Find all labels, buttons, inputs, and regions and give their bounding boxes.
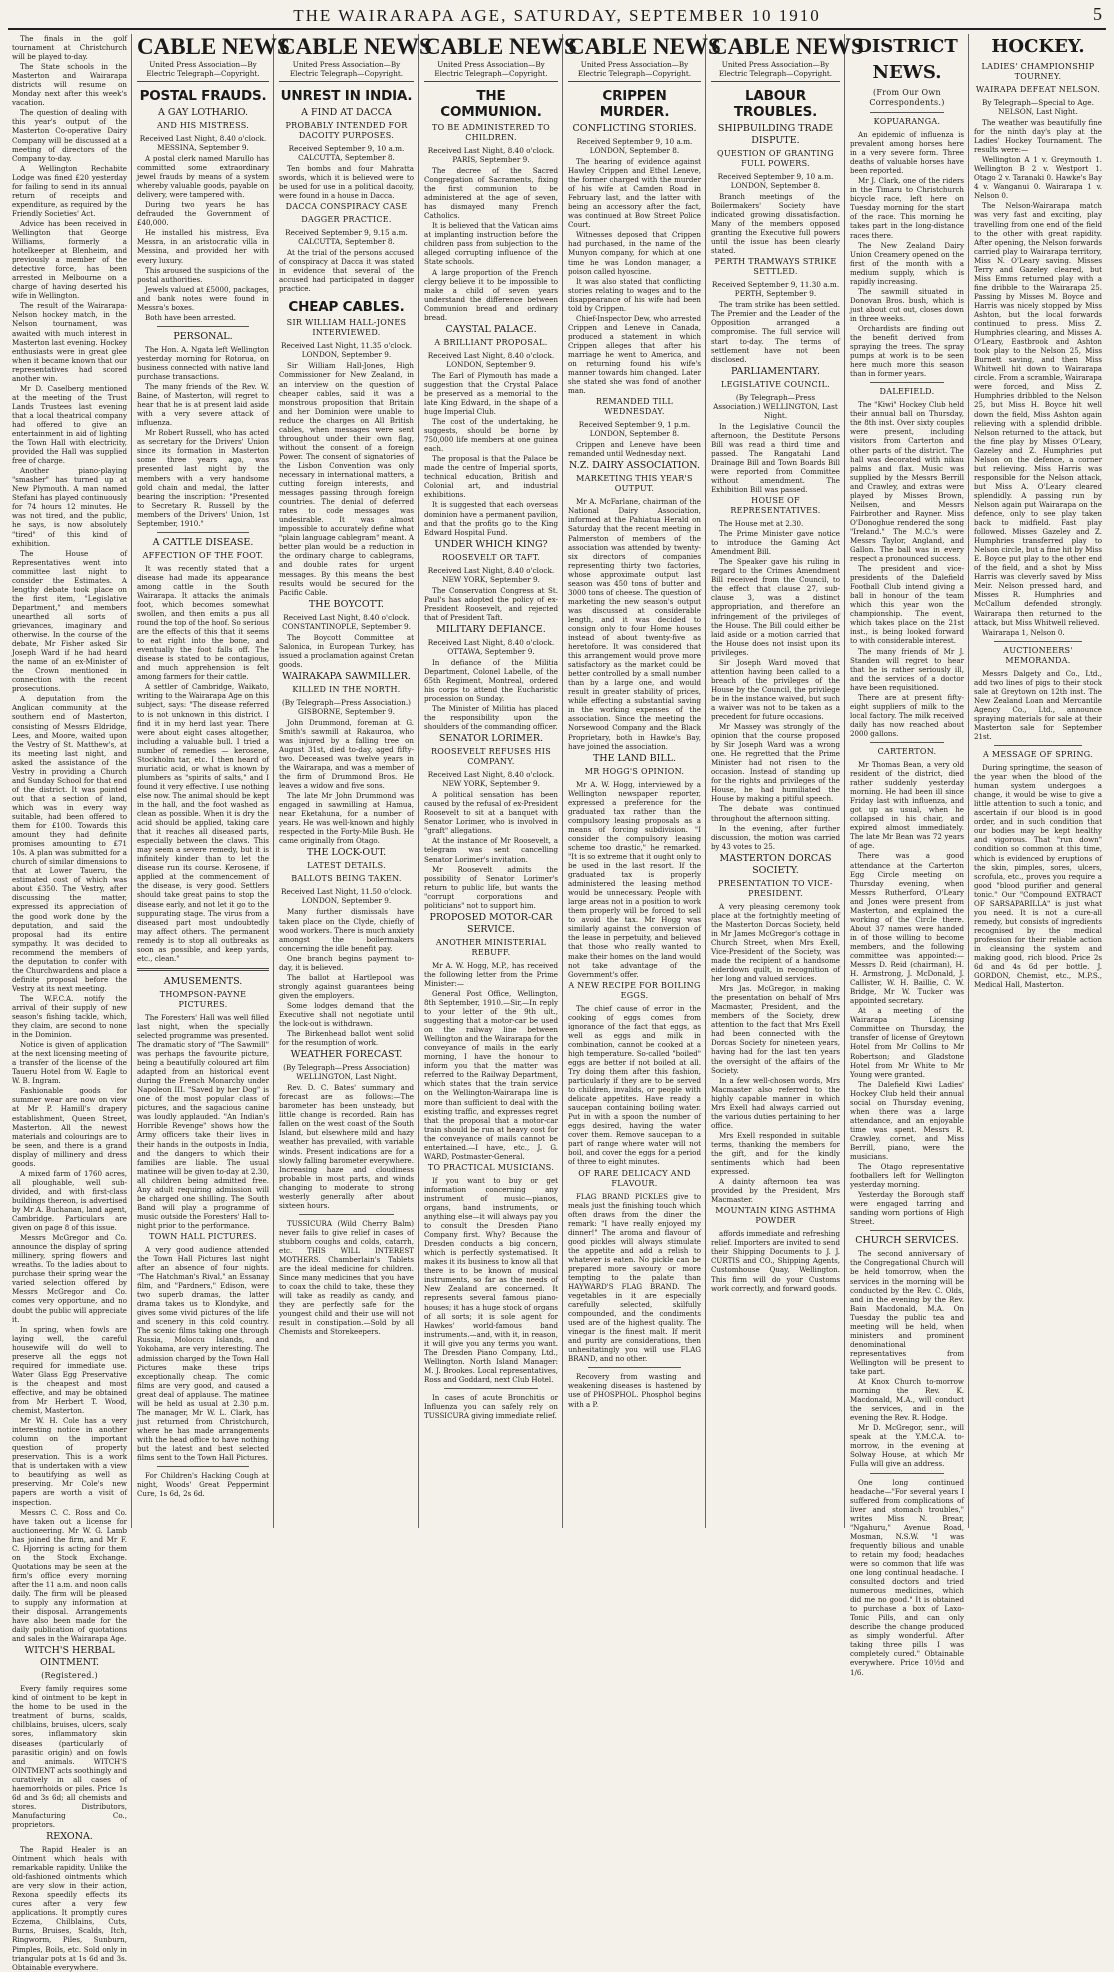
paragraph: The many friends of the Rev. W. Baine, of Masterton, will regret to hear that he is at present laid aside with a very severe attack of influenza. xyxy=(137,382,269,428)
paragraph: In spring, when fowls are laying well, the careful housewife will do well to preserve all the eggs not required for immediate use. Water Glass Egg Preservative is the cheapest and most effective, and may be obtained from Mr Herbert T. Wood, chemist, Masterton. xyxy=(12,1324,127,1416)
paragraph: One branch begins payment to-day, it is believed. xyxy=(279,953,414,972)
lorimer-heading: SENATOR LORIMER. xyxy=(438,733,544,745)
dacoity-sub: PROBABLY INTENDED FOR DACOITY PURPOSES. xyxy=(285,121,408,140)
paragraph: Mr W. H. Cole has a very interesting notice in another column on the important question of property preservation. This is a work that is undertaken with a view to beautifying as well as preserving. Mr Cole's new papers are worth a visit of inspection. xyxy=(12,1416,127,1507)
paragraph: Orchardists are finding out the benefit derived from spraying the trees. The spray pumps at work is to be seen here much more this season than in former years. xyxy=(850,323,964,379)
dateline: Received September 9, 10 a.m. LONDON, September 8. xyxy=(576,137,693,155)
land-bill-body: Mr A. W. Hogg, interviewed by a Wellington newspaper reporter, expressed a preference for the graduated tax rather than the compulsory leasing proposals as a means of forcing subdivision. "I consider the compulsory leasing scheme too drastic," he remarked. "It is so extreme that it ought only to be used in the last resort. If the graduated tax is properly administered the leasing method would be unnecessary. People with large areas not in a position to work them properly will be forced to sell to avoid the tax. Mr Hogg was similarly against the conversion of the lease in perpetuity, and believed that those who really wanted to make their homes on the land would not take advantage of the Government's offer. xyxy=(568,779,701,979)
cable-news-heading: CABLE NEWS xyxy=(279,34,432,59)
paragraph: The many friends of Mr J. Standen will regret to hear that he is rather seriously ill, and the services of a doctor have been requisitioned. xyxy=(850,646,964,692)
labour-troubles-heading: LABOUR TROUBLES. xyxy=(733,88,818,120)
dateline: Received September 9, 10 a.m. LONDON, September 8. xyxy=(717,172,834,190)
paragraph: The "Kiwi" Hockey Club held their annual ball on Thursday, the 8th inst. Over sixty couples were present, including visitors from Carterton and other parts of the district. The hall was decorated with nikau palms and flax. Music was supplied by the Messrs Berrill and Crawley, and extras were played by Misses Brown, Neilsen, and Messrs Fairbrother and Rayner. Miss O'Donoghue rendered the song "Ireland." The M.C.'s were Messrs Taylor, Angland, and Gallon. The ball was in every respect a pronounced success. xyxy=(850,400,964,564)
paragraph: Fashionable goods for summer wear are now on view at Mr P. Hamill's drapery establishment, Queen Street, Masterton. All the newest materials and colourings are to be seen, and there is a grand display of millinery and dress goods. xyxy=(12,1086,127,1168)
paragraph: A postal clerk named Marullo has committed some extraordinary jewel frauds by means of a system whereby valuable goods, payable on delivery, were tampered with. xyxy=(137,154,269,200)
paragraph: The Earl of Plymouth has made a suggestion that the Crystal Palace be preserved as a memorial to the late King Edward, in the shape of a huge Imperial Club. xyxy=(424,370,558,416)
crystal-palace-body xyxy=(424,371,558,537)
musicians-heading: TO PRACTICAL MUSICIANS. xyxy=(427,1162,555,1172)
which-king-body: The Conservation Congress at St. Paul's has adopted the policy of ex-President Roosevelt, and rejected that of President Taft. xyxy=(424,585,558,622)
cheap-cables-sub: SIR WILLIAM HALL-JONES INTERVIEWED. xyxy=(286,318,407,338)
paragraph: John Drummond, foreman at G. Smith's sawmill at Rakauroa, who was injured by a falling tree on August 31st, died to-day, aged fifty-two. Deceased was twelve years in the Wairarapa, and was a member of the firm of Drummond Bros. He leaves a widow and five sons. xyxy=(279,717,414,791)
house-representatives-body xyxy=(711,519,840,851)
paragraph: Mr Roosevelt admits the possibility of Senator Lorimer's return to public life, but wants the "corrupt corporations and politicians" not to support him. xyxy=(424,864,558,910)
dagger-sub: DAGGER PRACTICE. xyxy=(301,215,392,225)
page-number: 5 xyxy=(1093,4,1102,24)
remanded-body: Crippen and Leneve have been remanded until Wednesday next. xyxy=(568,440,701,459)
paragraph: It is suggested that each overseas dominion have a permanent pavilion, and that the profits go to the King Edward Hospital Fund. xyxy=(424,500,558,537)
paragraph: The debate was continued throughout the afternoon sitting. xyxy=(711,804,840,823)
kopuaranga-heading: KOPUARANGA. xyxy=(873,117,941,126)
paragraph: The sawmill situated in Donovan Bros. bush, which is just about cut out, closes down in three weeks. xyxy=(850,286,964,323)
hockey-body xyxy=(974,118,1102,637)
dateline: Received Last Night, 8.40 o'clock. LONDON, September 9. xyxy=(427,350,555,369)
paragraph: The second anniversary of the Congregational Church will be held tomorrow, when the services in the morning will be conducted by the Rev. C. Olds, and in the evening by the Rev. Bain Macdonald, M.A. On Tuesday the public tea and meeting will be held, when ministers and prominent denominational representatives from Wellington will be present to take part. xyxy=(850,1249,964,1376)
perth-tramways-body: The tram strike has been settled. The Premier and the Leader of the Opposition arranged a compromise. The full service will start to-day. The terms of settlement have not been disclosed. xyxy=(711,300,840,364)
paragraph: Chief-Inspector Dew, who arrested Crippen and Leneve in Canada, produced a statement in which Crippen alleges that after his marriage he went to America, and on returning found his wife's manner towards him changed. Later she stated she was fond of another man. xyxy=(568,313,701,396)
dagger-body: At the trial of the persons accused of conspiracy at Dacca it was stated in evidence that several of the accused had participated in dagger practice. xyxy=(279,248,414,294)
hockey-sub2: WAIRAPA DEFEAT NELSON. xyxy=(975,85,1101,94)
paragraph: The president and vice-presidents of the Dalefield Football Club intend giving a ball in honour of the team which this year won the championship. The event, which takes place on the 21st inst., is being looked forward to with considerable interest. xyxy=(850,564,964,646)
paragraph: The Nelson-Wairarapa match was very fast and exciting, play travelling from one end of the field to the other with great rapidity. After opening, the Nelson forwards carried play to Wairarapa territory, Miss N. O'Leary saving. Misses Terry and Gazeley cleared, but Miss Emms returned play with a fine dribble to the Wairarapa 25. Passing by Misses M. Boyce and Harris was nicely stopped by Miss Ashton, but the local forwards continued to press. Miss Z. Humphries clearing, and Misses A. O'Leary, Eastbrook and Ashton took play to the Nelson 25, Miss Burnett saving, and then Miss Whitwell hit down to Wairarapa circle. From a scramble, Wairarapa were forced, and Miss Z. Humphries dribbled to the Nelson 25, but Miss H. Boyce hit well down the field, Miss Ashton again relieving with a splendid dribble. Nelson returned to the attack, but the fine play by Misses O'Leary, Gazeley and Z. Humphries put Nelson on the defence, a corner but relieving. Miss Harris was responsible for the Nelson attack, but Miss A. O'Leary cleared splendidly. A passing run by Nelson again put Wairarapa on the defence, only to see play taken back to midfield. Fast play followed. Misses Gazeley and Z. Humphries transferred play to Nelson circle, but a fine hit by Miss E. Boyce put play to the other end of the field, and a shot by Miss Harris was cleverly saved by Miss Meir. Nelson pressed hard, and Misses R. Humphries and McCallum defended strongly. Wairarapa then returned to the attack, but Miss Whitwell relieved. xyxy=(974,201,1103,627)
paragraph: Mr Robert Russell, who has acted as secretary for the Drivers' Union since its formation in Masterton some three years ago, was presented last night by the members with a very handsome gold chain and medal, the latter bearing the inscription: "Presented to Secretary R. Russell by the members of the Drivers' Union, 1st September, 1910." xyxy=(137,428,269,528)
personal-body xyxy=(137,345,269,528)
paragraph: There was a good attendance at the Carterton Egg Circle meeting on Thursday evening, when Messrs Rutherford, O'Leary and Jones were present from Masterton, and explained the working of the Circle there. About 37 names were handed in of those willing to become members, and the following committee was appointed:—Messrs D. Reid (chairman), H. H. Armstrong, J. McDonald, J. Callister, W. H. Baillie, C. W. Bridge, Mr W. Tucker was appointed secretary. xyxy=(850,851,964,1006)
dacca-sub: A FIND AT DACCA xyxy=(301,107,392,118)
paragraph: The weather was beautifully fine for the ninth day's play at the Ladies' Hockey Tournament. The results were:— xyxy=(974,118,1102,155)
paragraph: The finals in the golf tournament at Christchurch will be played to-day. xyxy=(12,34,127,62)
paragraph: A deputation from the Anglican community at the southern end of Masterton, consisting of Messrs Eldridge, Lees, and Moore, waited upon the Vestry of St. Matthew's, at its meeting last night, and asked the assistance of the Vestry in providing a Church and Sunday School for that end of the district. It was pointed out that a section of land, which was in every way suitable, had been offered to them for £100. Towards this amount they had definite promises amounting to £71 10s. A plan was submitted for a church of similar dimensions to that at Lower Taueru, the estimated cost of which was about £350. The Vestry, after discussing the matter, expressed its appreciation of the good work done by the deputation, and said the proposal had its entire sympathy. It was decided to recommend the members of the deputation to confer with the Churchwardens and place a definite proposal before the Vestry at its next meeting. xyxy=(12,694,127,993)
cable-news-heading: CABLE NEWS xyxy=(424,34,577,59)
military-body xyxy=(424,658,558,731)
column-hockey xyxy=(970,34,1106,1528)
dateline: (By Telegraph—Press Association) WELLINGTON, Last Night. xyxy=(283,1063,410,1082)
crystal-palace-heading: CAYSTAL PALACE. xyxy=(445,323,537,335)
dateline: By Telegraph—Special to Age. NELSON, Last Night. xyxy=(982,98,1094,116)
spring-message-heading: A MESSAGE OF SPRING. xyxy=(982,750,1094,760)
column-district-news xyxy=(846,34,969,1677)
dorcas-society-heading: MASTERTON DORCAS SOCIETY. xyxy=(719,852,832,876)
paragraph: Mr Thomas Bean, a very old resident of the district, died rather suddenly yesterday morning. He had been ill since Friday last with influenza, and got up as usual, when he collapsed in his chair, and expired almost immediately. The late Mr Bean was 72 years of age. xyxy=(850,760,964,851)
military-heading: MILITARY DEFIANCE. xyxy=(436,623,546,635)
communion-body xyxy=(424,166,558,322)
dateline: Received September 9, 11.30 a.m. PERTH, September 9. xyxy=(711,280,840,299)
paragraph: The hearing of evidence against Hawley Crippen and Ethel Leneve, the former charged with the murder of his wife at Camden Road in February last, and the latter with being an accessory after the fact, was continued at Bow Street Police Court. xyxy=(568,157,701,230)
crippen-sub: CONFLICTING STORIES. xyxy=(572,123,697,134)
paragraph: A mixed farm of 1760 acres, all ploughable, well sub-divided, and with first-class buildings thereon, is advertised by Mr A. Buchanan, land agent, Cambridge. Particulars are given on page 8 of this issue. xyxy=(12,1168,127,1233)
perth-tramways-heading: PERTH TRAMWAYS STRIKE SETTLED. xyxy=(714,257,837,277)
paragraph: Jewels valued at £5000, packages, and bank notes were found in Messra's boxes. xyxy=(137,284,269,312)
paragraph: Another piano-playing "smasher" has turned up at New Plymouth. A man named Stefani has played continuously for 74 hours 12 minutes. He was not tired, and the public, he says, is now absolutely "tired" of this kind of exhibition. xyxy=(12,466,127,548)
motor-car-heading: PROPOSED MOTOR-CAR SERVICE. xyxy=(429,911,553,935)
which-king-sub: ROOSEVELT OR TAFT. xyxy=(441,552,541,562)
mountain-king-heading: MOUNTAIN KING ASTHMA POWDER xyxy=(715,1206,836,1226)
dateline: Received September 9, 10 a.m. CALCUTTA, September 8. xyxy=(288,144,405,162)
byline: United Press Association—By Electric Telegraph—Copyright. xyxy=(137,60,269,82)
dacca-conspiracy-sub: DACCA CONSPIRACY CASE xyxy=(285,202,408,212)
house-representatives-sub: HOUSE OF REPRESENTATIVES. xyxy=(730,496,821,516)
delicacy-heading: OF RARE DELICACY AND FLAVOUR. xyxy=(578,1168,691,1188)
paragraph: Mr Massey was strongly of the opinion that the course proposed by Sir Joseph Ward was a wrong one. He regretted that the Prime Minister had not risen to the occasion. Instead of standing up for the rights and privileges of the House, he had humiliated the House by making a pitiful speech. xyxy=(711,722,840,804)
dateline: (By Telegraph—Press Association.) WELLINGTON, Last Night. xyxy=(713,392,838,420)
motor-car-body xyxy=(424,961,558,1161)
church-services-heading: CHURCH SERVICES. xyxy=(855,1235,959,1247)
sawmiller-heading: WAIRAKAPA SAWMILLER. xyxy=(282,670,411,682)
hockey-heading: HOCKEY. xyxy=(991,36,1085,57)
paragraph: At the instance of Mr Roosevelt, a telegram was sent cancelling Senator Lorimer's invitation. xyxy=(424,836,558,864)
lorimer-sub: ROOSEVELT REFUSES HIS COMPANY. xyxy=(430,747,552,767)
tussicura-ad: TUSSICURA (Wild Cherry Balm) never fails to give relief in cases of stubborn coughs and colds, catarrh, etc. THIS WILL INTEREST MOTHERS. Chamberlain's Tablets are the ideal medicine for children. Since many medicines that you have to coax the child to take, these they will take as readily as candy, and they are perfectly safe for the youngest child and their use will not result in constipation.—Sold by all Chemists and Storekeepers. xyxy=(279,1218,414,1337)
auctioneers-body: Messrs Dalgety and Co., Ltd., add two lines of pigs to their stock sale at Greytown on 12th inst. The New Zealand Loan and Mercantile Agency Co., Ltd., announce spraying materials for sale at their Masterton sale for September 21st. xyxy=(974,668,1102,741)
byline: United Press Association—By Electric Telegraph—Copyright. xyxy=(568,60,701,82)
paragraph: Messrs C. C. Ross and Co. have taken out a license for auctioneering. Mr W. G. Lamb has joined the firm, and Mr F. C. Hjorring is acting for them on the Stock Exchange. Quotations may be seen at the firm's office every morning after the 11 a.m. and noon calls daily. The firm will be pleased to supply any information at their disposal. Arrangements have also been made for the daily publication of quotations and sales in the Wairarapa Age. xyxy=(12,1507,127,1644)
postal-frauds-sub: A GAY LOTHARIO. xyxy=(158,107,248,118)
paragraph: It was also stated that conflicting stories relating to wages and to the disappearance of his wife had been told by Crippen. xyxy=(568,276,701,313)
dateline: (By Telegraph—Press Association.) GISBORNE, September 9. xyxy=(281,697,412,716)
paragraph: At Knox Church to-morrow morning the Rev. K. Macdonald, M.A., will conduct the services, and in the evening the Rev. R. Hodge. xyxy=(850,1377,964,1423)
amusements-heading: AMUSEMENTS. xyxy=(163,975,243,987)
column-cable-news-3 xyxy=(420,34,577,1528)
postal-frauds-sub2: AND HIS MISTRESS. xyxy=(156,121,250,130)
paragraph: The House met at 2.30. xyxy=(719,519,804,529)
byline: United Press Association—By Electric Telegraph—Copyright. xyxy=(424,60,558,82)
cattle-disease-heading: A CATTLE DISEASE. xyxy=(152,536,254,548)
communion-heading: THE COMMUNION. xyxy=(440,88,542,120)
motor-car-sub: ANOTHER MINISTERIAL REBUFF. xyxy=(435,937,547,957)
remanded-heading: REMANDED TILL WEDNESDAY. xyxy=(595,397,674,417)
paragraph: The Minister of Militia has placed the responsibility upon the shoulders of the commanding officer. xyxy=(424,704,558,732)
sawmiller-body xyxy=(279,718,414,846)
carterton-body xyxy=(850,760,964,1226)
dateline: Received Last Night, 11.50 o'clock. LONDON, September 9. xyxy=(280,887,413,906)
paragraph: The proposal is that the Palace be made the centre of Imperial sports, technical education, British and Colonial art, and industrial exhibitions. xyxy=(424,454,558,500)
column-cable-news-4 xyxy=(564,34,721,1528)
paragraph: He installed his mistress, Eva Messra, in an aristocratic villa in Messina, and provided her with every luxury. xyxy=(137,228,269,265)
labour-troubles-sub: SHIPBUILDING TRADE DISPUTE. xyxy=(717,123,834,146)
paragraph: Witnesses deposed that Crippen had purchased, in the name of the Munyon company, for which at one time he was London manager, a poison called hyoscine. xyxy=(568,230,701,276)
dairy-body: Mr A. McFarlane, chairman of the National Dairy Association, informed at the Pahiatua Herald on Saturday that the recent meeting in Palmerston of members of the association was attended by twenty-six directors of companies representing thirty two factories, whose approximate output last season was 450 tons of butter and 3000 tons of cheese. The question of marketing the new season's output was discussed at considerable length, and it was decided to consign only to four Home houses instead of about twenty-five as heretofore. It was considered that this arrangement would prove more satisfactory as the market could be better controlled by a small number than by a large one, and would result in greater stability of prices, while effecting a substantial saving in the working expenses of the association. Since the meeting the Norsewood Company and the Black Proprietary, both in Hawke's Bay, have joined the association. xyxy=(568,497,701,751)
column-cable-news-2 xyxy=(275,34,432,1528)
paragraph: Notice is given of application at the next licensing meeting of a transfer of the license of the Taueru Hotel from W. Eagle to W. B. Ingram. xyxy=(12,1040,127,1086)
rexona-heading: REXONA. xyxy=(46,1831,93,1842)
auctioneers-heading: AUCTIONEERS' MEMORANDA. xyxy=(1003,645,1073,665)
communion-sub: TO BE ADMINISTERED TO CHILDREN. xyxy=(431,123,551,142)
paragraph: In the evening, after further discussion, the motion was carried by 43 votes to 25. xyxy=(711,823,840,851)
paragraph: An epidemic of influenza is prevalent among horses here in a very severe form. Three deaths of valuable horses have been reported. xyxy=(850,130,964,176)
paragraph: Wairarapa 1, Nelson 0. xyxy=(982,627,1065,637)
crippen-heading: CRIPPEN MURDER. xyxy=(599,88,670,120)
cattle-disease-body xyxy=(137,564,269,963)
paragraph: A settler of Cambridge, Waikato, writing to the Wairarapa Age on this subject, says: "The disease referred to is not unknown in this district. I find it in my herd last year. There were about eight cases altogether, including a valuable bull. I tried a number of remedies — kerosene, Stockholm tar, etc. I then heard of muriatic acid, or what is known by plumbers as "spirits of salts," and I found it very effective. I use nothing else now. The animal should be kept in the hall, and the foot washed as clean as possible. When it is dry the acid should be applied, taking care that it reaches all diseased parts, especially between the claws. This may seem a severe remedy, but it is infinitely kinder than to let the disease run its course. Kerosene, if applied at the commencement of the disease, is very good. Settlers should take great pains to stop the disease early, and not let it go to the suppurating stage. The virus from a diseased part most undoubtedly may affect others. The permanent remedy is to stop all outbreaks as soon as possible, and keep yards, etc., clean." xyxy=(137,682,269,963)
masthead-title: THE WAIRARAPA AGE, SATURDAY, SEPTEMBER 10 1910 xyxy=(293,6,821,25)
hockey-sub: LADIES' CHAMPIONSHIP TOURNEY. xyxy=(981,62,1095,81)
dorcas-society-body xyxy=(711,902,840,1205)
dateline: Received September 9, 9.15 a.m. CALCUTTA, September 8. xyxy=(285,228,408,247)
phosphol-ad: Recovery from wasting and weakening diseases is hastened by use of PHOSPHOL. Phosphol begins with a P. xyxy=(568,1372,701,1409)
paragraph: Messrs McGregor and Co. announce the display of spring millinery, spring flowers and wreaths. To the ladies about to purchase their spring wear the varied selection offered by Messrs McGregor and Co. comes very opportune, and no doubt the public will appreciate it. xyxy=(12,1233,127,1324)
paragraph: The ballot at Hartlepool was strongly against guarantees being given the employers. xyxy=(279,972,414,1000)
paragraph: The W.F.C.A. notify the arrival of their supply of new season's fishing tackle, which, they claim, are second to none in the Dominion. xyxy=(12,993,127,1040)
cheap-cables-body xyxy=(279,361,414,596)
cattle-disease-sub: AFFECTION OF THE FOOT. xyxy=(142,550,264,560)
dorcas-society-sub: PRESENTATION TO VICE-PRESIDENT. xyxy=(718,878,833,898)
lockout-heading: THE LOCK-OUT. xyxy=(306,847,387,859)
witch-ointment-heading: WITCH'S HERBAL OINTMENT. xyxy=(24,1645,115,1669)
paragraph: It was recently stated that a disease had made its appearance among cattle in the South Wairarapa. It attacks the animals foot, which becomes somewhat swollen, and then emits a pus all round the top of the hoof. So serious are the effects of this that it seems to eat right into the bone, and eventually the foot falls off. The disease is stated to be contagious, and much apprehension is felt among farmers for their cattle. xyxy=(137,563,269,682)
column-cable-news-1 xyxy=(133,34,290,1528)
local-notes xyxy=(12,34,127,1643)
dateline: Received Last Night, 8.40 o'clock. OTTAWA, September 9. xyxy=(427,637,555,656)
labour-troubles-sub2: QUESTION OF GRANTING FULL POWERS. xyxy=(717,149,834,168)
lockout-sub: LATEST DETAILS. xyxy=(307,861,386,871)
paragraph: Mr D. Caselberg mentioned at the meeting of the Trust Lands Trustees last evening that a local theatrical company had offered to give an entertainment in aid of lighting the Town Hall with electricity, provided the Hall was supplied free of charge. xyxy=(12,383,127,466)
paragraph: The cost of the undertaking, he suggests, should be borne by 750,000 life members at one guinea each. xyxy=(424,417,558,454)
india-body: Ten bombs and four Mahratta swords, which it is believed were to be used for use in a political dacoity, were found in a house in Dacca. xyxy=(279,164,414,201)
parliamentary-heading: PARLIAMENTARY. xyxy=(730,365,821,377)
dateline: Received Last Night, 11.35 o'clock. LONDON, September 9. xyxy=(280,341,413,360)
paragraph: Mr A. W. Hogg, M.P., has received the following letter from the Prime Minister:— xyxy=(424,960,558,988)
paragraph: The State schools in the Masterton and Wairarapa districts will resume on Monday next after this week's vacation. xyxy=(12,62,127,108)
paragraph: Yesterday the Borough staff were engaged tarring and sanding worn portions of High Street. xyxy=(850,1190,964,1227)
paragraph: The Prime Minister gave notice to introduce the Gaming Act Amendment Bill. xyxy=(711,529,840,557)
cheap-cables-heading: CHEAP CABLES. xyxy=(288,299,405,316)
paragraph: Sir William Hall-Jones, High Commissioner for New Zealand, in an interview on the question of cheaper cables, said it was a monstrous proposition that Britain and her Dominion were unable to reduce the charges on All British cables, when messages were sent throughout under their own flag, without the consent of a foreign Power. The consent of signatories of the Lisbon Convention was only necessary in international matters, a cutting foreign interests, and messages passing through foreign countries. The denial of deferred rates to code messages was undesirable. It was almost impossible to accurately define what "plain language cablegram" meant. A better plan would be a reduction in the ordinary charge to cablegrams, and double rates for urgent messages. By this means the best results would be secured for the Pacific Cable. xyxy=(279,361,414,597)
land-bill-sub: MR HOGG'S OPINION. xyxy=(584,766,685,776)
musicians-body: If you want to buy or get information concerning any instrument of music—pianos, organs, band instruments, or anything else—it will always pay you to consult the Dresden Piano Company first. Why? Because the Dresden conducts a big concern, which is perfectly systematised. It makes it its business to know all that there is to be known of musical instruments, so far as the needs of New Zealand are concerned. It represents several famous piano-houses; it has a huge stock of organs of all sorts; it is sole agent for Hawkes' world-famous band instruments.—and, with it, in reason, it will give you any terms you want. The Dresden Piano Company, Ltd., Wellington. North Island Manager: M. J. Brookes. Local representatives, Ross and Goddard, next Club Hotel. xyxy=(424,1175,558,1384)
witch-ointment-sub: (Registered.) xyxy=(41,1671,98,1681)
headache-ad: One long continued headache—"For several years I suffered from complications of liver and stomach troubles," writes Miss N. Brear, "Ngahuru," Avenue Road, Mosman, N.S.W. "I was frequently bilious and unable to retain my food; headaches were so common that life was one long continual headache. I consulted doctors and tried numerous medicines, which did me no good." It is obtained to purchase a box of Laxo-Tonic Pills, and can only describe the change produced as simply wonderful. After taking three pills I was completely cured." Obtainable everywhere. Price 10½d and 1/6. xyxy=(850,1477,964,1677)
paragraph: Mr D. McGregor, senr., will speak at the Y.M.C.A. to-morrow, in the evening at Solway House, at which Mr Fulla will give an address. xyxy=(850,1423,964,1469)
paragraph: General Post Office, Wellington, 8th September, 1910.—Sir,—In reply to your letter of the 9th ult., suggesting that a motor-car be used on the railway line between Wellington and the Wairarapa for the conveyance of mails in the early morning, I have the honour to inform you that the matter was referred to the Railway Department, which states that the train service on the Wellington-Wairarapa line is more than sufficient to deal with the existing traffic, and expresses regret that the proposal that a motor-car train should be run at heavy cost for the conveyance of mails cannot be entertained.—I have, etc., J. G. WARD, Postmaster-General. xyxy=(424,988,558,1161)
paragraph: Wellington A 1 v. Greymouth 1. Wellington B 2 v. Westport 1. Otago 2 v. Taranaki 0. Hawke's Bay 4 v. Wanganui 0. Wairarapa 1 v. Nelson 0. xyxy=(974,155,1102,201)
labour-troubles-body: Branch meetings of the Boilermakers' Society have indicated growing dissatisfaction. Many of the members opposed granting the Executive full powers until the issue has been clearly stated. xyxy=(711,192,840,256)
land-bill-heading: THE LAND BILL. xyxy=(592,752,677,764)
paragraph: The Birkenhead ballot went solid for the resumption of work. xyxy=(279,1029,414,1048)
rexona-text: The Rapid Healer is an Ointment which heals with remarkable rapidity. Unlike the old-fashioned ointments which are very slow in their action, Rexona speedily effects its cures after a very few applications. It promptly cures Eczema, Chilblains, Cuts, Burns, Bruises, Scalds, Itch, Ringworm, Piles, Sunburn, Pimples, Boils, etc. Sold only in triangular pots at 1s 6d and 3s. Obtainable everywhere. xyxy=(12,1845,127,1972)
lockout-sub2: BALLOTS BEING TAKEN. xyxy=(291,874,402,884)
paragraph: In defiance of the Militia Department, Colonel Labelle, of the 65th Regiment, Montreal, ordered his corps to attend the Eucharistic procession on Sunday. xyxy=(424,657,558,704)
town-hall-body: A very good audience attended the Town Hall Pictures last night after an absence of four nights. "The Hatchman's Rival," an Essanay film, and "Pardners," Edison, were two superb dramas, the latter drama takes us to Klondyke, and gives some vivid pictures of the life and scenery in this cold country. The scenic films taking one through Russia, Moloccu Islands, and Yokohama, are very interesting. The admission charged by the Town Hall Pictures make these trips exceptionally cheap. The comic films are very good, and caused a great deal of applause. The matinee will be held as usual at 2.30 p.m. The manager, Mr W. L. Clark, has just returned from Christchurch, where he has made arrangements with the head office to have nothing but the latest and best selected films sent to the Town Hall Pictures. xyxy=(137,1244,269,1463)
legislative-council-sub: LEGISLATIVE COUNCIL. xyxy=(720,379,831,389)
paragraph: Sir Joseph Ward moved that attention having been called to a breach of the privileges of the House by the Council, the privilege be in the instance waived, but such a waiver was not to be taken as a precedent for future occasions. xyxy=(711,657,840,722)
paragraph: The question of dealing with this year's output of the Masterton Co-operative Dairy Company will be discussed at a meeting of directors of the Company to-day. xyxy=(12,108,127,163)
paragraph: Advice has been received in Wellington that George Williams, formerly a hotelkeeper at Blenheim, and previously a member of the detective force, has been arrested in Melbourne on a charge of having deserted his wife in Wellington. xyxy=(12,218,127,301)
town-hall-sub: TOWN HALL PICTURES. xyxy=(149,1231,257,1241)
cable-news-heading: CABLE NEWS xyxy=(711,34,864,59)
personal-heading: PERSONAL. xyxy=(173,330,233,342)
dairy-sub: MARKETING THIS YEAR'S OUTPUT. xyxy=(576,474,693,494)
dateline: Received Last Night, 8.40 o'clock. NEW YORK, September 9. xyxy=(427,770,555,789)
bronchitis-ad: In cases of acute Bronchitis or Influenza you can safely rely on TUSSICURA giving immediate relief. xyxy=(424,1392,558,1421)
dateline: Received September 9, 1 p.m. LONDON, September 8. xyxy=(578,420,691,439)
dalefield-heading: DALEFIELD. xyxy=(879,387,935,397)
paragraph: A very pleasing ceremony took place at the fortnightly meeting of the Masterton Dorcas Society, held in Mr James McGregor's cottage in Church Street, when Mrs Exell, Vice-President of the Society, was made the recipient of a handsome eiderdown quilt, in recognition of her long and valued services. xyxy=(711,901,840,984)
paragraph: This aroused the suspicions of the postal authorities. xyxy=(137,265,269,284)
paragraph: It is believed that the Vatican aims at implanting instruction before the children pass from subjection to the alleged corrupting influence of the State schools. xyxy=(424,221,558,267)
paragraph: Mr J. Clark, one of the riders in the Timaru to Christchurch bicycle race, left here on Tuesday morning for the start of the race. This morning he takes part in the long-distance races there. xyxy=(850,176,964,240)
cable-news-heading: CABLE NEWS xyxy=(568,34,721,59)
boiling-eggs-heading: A NEW RECIPE FOR BOILING EGGS. xyxy=(568,980,701,1000)
paragraph: The decree of the Sacred Congregation of Sacraments, fixing the first communion to be administered at the age of seven, has dismayed many French Catholics. xyxy=(424,166,558,221)
paragraph: Some lodges demand that the Executive shall not negotiate until the lock-out is withdrawn. xyxy=(279,1000,414,1029)
boiling-eggs-body: The chief cause of error in the cooking of eggs comes from ignorance of the fact that eggs, as well as eggs and milk in combination, cannot be cooked at a high temperature. So-called "boiled" eggs are better if not boiled at all. Try doing them after this fashion, particularly if they are to be served to children, invalids, or people with delicate appetites. Have ready a saucepan containing boiling water. Put in with a spoon the number of eggs desired, having the water cover them. Remove saucepan to a part of range where water will not boil, and cover the eggs for a period of three to eight minutes. xyxy=(568,1003,701,1167)
dateline: Received Last Night, 8.40 o'clock. PARIS, September 9. xyxy=(427,146,555,164)
paragraph: The New Zealand Dairy Union Creamery opened on the first of the month with a medium supply, which is rapidly increasing. xyxy=(850,240,964,286)
weather-heading: WEATHER FORECAST. xyxy=(290,1049,403,1061)
masthead xyxy=(8,4,1106,30)
crippen-body xyxy=(568,157,701,395)
church-services-body xyxy=(850,1249,964,1468)
paragraph: During two years he has defrauded the Government of £40,000. xyxy=(137,200,269,228)
dateline: Received Last Night, 8.40 o'clock. MESSINA, September 9. xyxy=(139,134,267,152)
carterton-heading: CARTERTON. xyxy=(877,747,937,756)
dalefield-body xyxy=(850,400,964,738)
paragraph: A Wellington Rechabite Lodge was fined £20 yesterday for failing to send in its annual return of receipts and expenditure, as required by the Friendly Societies' Act. xyxy=(12,163,127,218)
paragraph: There are at present fifty-eight suppliers of milk to the local factory. The milk received daily has now reached about 2000 gallons. xyxy=(850,692,964,738)
paragraph: The Dalefield Kiwi Ladies' Hockey Club held their annual social on Thursday evening, when there was a large attendance, and an enjoyable time was spent. Messrs R. Crawley, cornet, and Miss Berrill, piano, were the musicians. xyxy=(850,1079,964,1162)
lockout-body xyxy=(279,907,414,1047)
dateline: Received Last Night, 8.40 o'clock. NEW YORK, September 9. xyxy=(427,565,555,584)
paragraph: A large proportion of the French clergy believe it to be impossible to make a child of seven years understand the difference between Communion bread and ordinary bread. xyxy=(424,267,558,322)
paragraph: The Speaker gave his ruling in regard to the Crimes Amendment Bill received from the Council, to the effect that clause 27, sub-clause 3, was a distinct appropriation, and therefore an infringement of the privileges of the House. The Bill could either be laid aside or a motion carried that the House does not insist upon its privileges. xyxy=(711,557,840,657)
district-news-sub: (From Our Own Correspondents.) xyxy=(869,88,945,107)
paragraph: Mrs Jas. McGregor, in making the presentation on behalf of Mrs Macmaster, President, and the members of the Society, drew attention to the fact that Mrs Exell had been connected with the Dorcas Society for nineteen years, having had for the last ten years the oversight of the affairs of the Society. xyxy=(711,984,840,1075)
crystal-palace-sub: A BRILLIANT PROPOSAL. xyxy=(434,337,548,347)
paragraph: A dainty afternoon tea was provided by the President, Mrs Macmaster. xyxy=(711,1177,840,1205)
paragraph: At a meeting of the Wairarapa Licensing Committee on Thursday, the transfer of license of Greytown Hotel from Mr Collins to Mr Robertson; and Gladstone Hotel from Mr White to Mr Young were granted. xyxy=(850,1006,964,1079)
sawmiller-sub: KILLED IN THE NORTH. xyxy=(292,684,401,694)
paragraph: Both have been arrested. xyxy=(145,312,236,322)
weather-body: Rev. D. C. Bates' summary and forecast are as follows:—The barometer has been unsteady, but little change is recorded. Rain has fallen on the west coast of the South Island, but elsewhere mild and hazy weather has prevailed, with variable winds. Present indications are for a slowly falling barometer everywhere. Increasing haze and cloudiness probable in most parts, and winds changing to moderate to strong westerly generally after about sixteen hours. xyxy=(279,1083,414,1210)
paragraph: Mrs Exell responded in suitable terms, thanking the members for the gift, and for the kindly sentiments which had been expressed. xyxy=(711,1130,840,1177)
paragraph: The late Mr John Drummond was engaged in sawmilling at Hamua, near Eketahuna, for a number of years. He was well-known and highly respected in the Forty-Mile Bush. He came originally from Otago. xyxy=(279,791,414,846)
cable-news-heading: CABLE NEWS xyxy=(137,34,290,59)
boycott-body: The Boycott Committee at Salonica, in European Turkey, has issued a proclamation against Cretan goods. xyxy=(279,632,414,669)
thompson-payne-sub: THOMPSON-PAYNE PICTURES. xyxy=(159,989,247,1009)
byline: United Press Association—By Electric Telegraph—Copyright. xyxy=(711,60,840,82)
peppermint-ad: For Children's Hacking Cough at night, Woods' Great Peppermint Cure, 1s 6d, 2s 6d. xyxy=(137,1471,269,1499)
paragraph: The House of Representatives went into committee last night to consider the Estimates. A lengthy debate took place on the first item, "Legislative Department," and members unearthed all sorts of grievances, imaginary and otherwise. In the course of the debate, Mr Fisher asked Sir Joseph Ward if he had heard the name of an ex-Minister of the Crown mentioned in connection with the recent prosecutions. xyxy=(12,548,127,694)
kopuaranga-body xyxy=(850,130,964,378)
thompson-payne-body: The Foresters' Hall was well filled last night, when the specially selected programme was presented. The dramatic story of "The Sawmill" was perhaps the favourite picture, being a beautifully coloured art film adapted from an historical event during the French Monarchy under Napoleon III. "Saved by her Dog" is one of the most popular class of pictures, and the sagacious canine was loudly applauded. "An Indian's Horrible Revenge" shows how the Army officers take their lives in their hands in the outposts in India, and the dangers to which their families are liable. The usual matinee will be given to-day at 2.30, all children being admitted free. Any adult requiring admission will be charged one shilling. The South Band will play a programme of music outside the Foresters' Hall to-night prior to the performance. xyxy=(137,1012,269,1230)
unrest-india-heading: UNREST IN INDIA. xyxy=(280,88,413,104)
district-news-heading: DISTRICT NEWS. xyxy=(856,36,958,83)
lorimer-body xyxy=(424,790,558,910)
mountain-king-body: affords immediate and refreshing relief. Importers are invited to send their Shipping Documents to J. J. CURTIS and CO., Shipping Agents, Customhouse Quay, Wellington. This firm will do your Customs work correctly, and forward goods. xyxy=(711,1229,840,1293)
legislative-council-body: In the Legislative Council the afternoon, the Destitute Persons Bill was read a third time and passed. The Rangatahi Land Drainage Bill and Town Boards Bill were reported from Committee without amendment. The Exhibition Bill was passed. xyxy=(711,421,840,494)
column-local-notes xyxy=(8,34,132,1972)
dateline: Received Last Night, 8.40 o'clock. CONSTANTINOPLE, September 9. xyxy=(282,612,411,631)
boycott-heading: THE BOYCOTT. xyxy=(308,598,385,610)
byline: United Press Association—By Electric Telegraph—Copyright. xyxy=(279,60,414,82)
paragraph: A political sensation has been caused by the refusal of ex-President Roosevelt to sit at a banquet with Senator Lorimer, who is involved in "graft" allegations. xyxy=(424,790,558,836)
paragraph: The result of the Wairarapa-Nelson hockey match, in the Nelson tournament, was awaited with much interest in Masterton last evening. Hockey enthusiasts were in great glee when it became known that our representatives had scored another win. xyxy=(12,301,127,383)
dairy-heading: N.Z. DAIRY ASSOCIATION. xyxy=(568,460,701,472)
paragraph: Many further dismissals have taken place on the Clyde, chiefly of wood workers. There is much anxiety amongst the boilermakers concerning the idle benefit pay. xyxy=(279,907,414,953)
delicacy-body: FLAG BRAND PICKLES give to meals just the finishing touch which often draws from the diner the remark: "I have really enjoyed my dinner!" The aroma and flavour of good pickles will always stimulate the appetite and add a relish to whatever is eaten. No pickle can be prepared more savoury or more tempting to the palate than HAYWARD'S FLAG BRAND. The vegetables in it are especially carefully selected, skilfully compounded, and the condiments used are of the highest quality. The vinegar is the finest malt. If merit and purity are considerations, then unhesitatingly you will use FLAG BRAND, and no other. xyxy=(568,1191,701,1364)
column-cable-news-5 xyxy=(707,34,864,1528)
paragraph: In a few well-chosen words, Mrs Macmaster also referred to the highly capable manner in which Mrs Exell had always carried out the various duties pertaining to her office. xyxy=(711,1075,840,1130)
which-king-heading: UNDER WHICH KING? xyxy=(434,538,548,550)
postal-frauds-body xyxy=(137,154,269,322)
paragraph: The Otago representative footballers left for Wellington yesterday morning. xyxy=(850,1162,964,1190)
paragraph: The Hon. A. Ngata left Wellington yesterday morning for Rotorua, on business connected with native land purchase transactions. xyxy=(137,344,269,381)
postal-frauds-heading: POSTAL FRAUDS. xyxy=(139,88,267,104)
witch-ointment-text: Every family requires some kind of ointment to be kept in the home to be used in the treatment of burns, scalds, chilblains, bruises, ulcers, scaly sores, inflammatory skin diseases (particularly of parasitic origin) and on fowls and animals. WITCH'S OINTMENT acts soothingly and curatively in all cases of haemorrhoids or piles. Price 1s 6d and 3s 6d; all chemists and stores. Distributors, Manufacturing Co., proprietors. xyxy=(12,1684,127,1829)
spring-message-body: During springtime, the season of the year when the blood of the human system undergoes a change, it would be wise to give a little attention to such a tonic, and ascertain if our blood is in good order, and in such condition that our bodies may be kept healthy and vigorous. That "run down" condition so common at this time, which is evidenced by eruptions of the skin, pimples, sores, ulcers, scrofula, etc., proves you require a good "blood purifier and general tonic." Our "Compound EXTRACT OF SARSAPARILLA" is just what you need. It is not a cure-all remedy, but consists of ingredients recognised by the medical profession for their reliable action in cleansing the system and making good, rich blood. Price 2s 6d and 4s 6d per bottle. J. GORDON, Chemist, etc., M.P.S., Medical Hall, Masterton. xyxy=(974,763,1102,990)
